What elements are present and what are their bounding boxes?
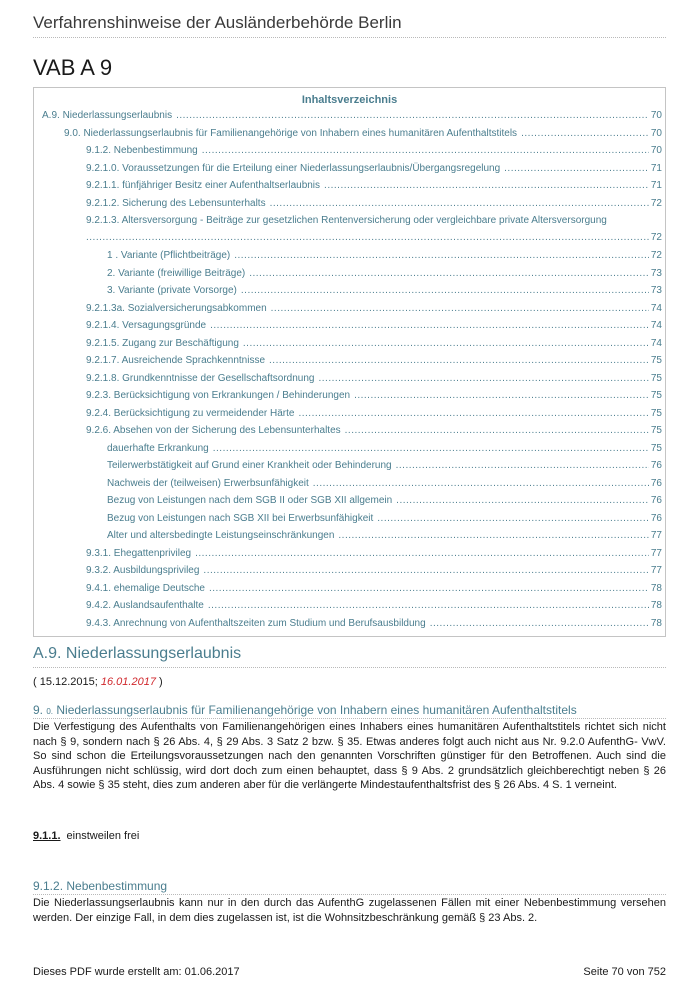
revision-date-red: 16.01.2017: [100, 676, 156, 688]
toc-entry[interactable]: Bezug von Leistungen nach SGB XII bei Erwerbsunfähigkeit ..... 76: [34, 512, 665, 530]
subsection-heading-9-1-2: 9.1.2. Nebenbestimmung: [33, 879, 168, 893]
header-divider: [33, 37, 666, 38]
toc-entry[interactable]: 9.2.1.5. Zugang zur Beschäftigung ..... 74: [34, 337, 665, 355]
toc-entry[interactable]: 9.2.1.1. fünfjähriger Besitz einer Aufenthaltserlaubnis ..... 71: [34, 179, 665, 197]
paragraph-9-0: Die Verfestigung des Aufenthalts von Familienangehörigen eines Inhabers eines humanitären Aufenthaltstitels richtet sich nicht nach § 9, sondern nach § 26 Abs. 4, § 29 Abs. 3 Satz 2 bzw. § 35. Etwas anderes folgt auch nicht aus Nr. 9.2.0 AufenthG- VwV. So sind schon die Erteilungsvoraussetzungen nach den genannten Vorschriften günstiger für den Betroffenen. Auch sind die Ausführungen nicht schlüssig, wird dort doch zum einen behauptet, dass § 9 Abs. 2 grundsätzlich gleichberechtigt neben § 26 Abs. 4 sowie § 35 steht, dies zum anderen aber für die verlängerte Mindestaufenthaltsfrist des § 26 Abs. 4 S. 1 verneint.: [33, 721, 666, 791]
revision-dates: ( 15.12.2015; 16.01.2017 ): [33, 676, 163, 688]
toc-entry[interactable]: 9.1.2. Nebenbestimmung ..... 70: [34, 144, 665, 162]
toc-entry[interactable]: 9.2.6. Absehen von der Sicherung des Lebensunterhaltes ..... 75: [34, 424, 665, 442]
subsection-divider: [33, 718, 666, 719]
toc-title: Inhaltsverzeichnis: [301, 94, 398, 106]
toc-entry[interactable]: 1 . Variante (Pflichtbeiträge) ..... 72: [34, 249, 665, 267]
toc-entry[interactable]: 9.2.4. Berücksichtigung zu vermeidender Härte ..... 75: [34, 407, 665, 425]
toc-entry[interactable]: A.9. Niederlassungserlaubnis ..... 70: [34, 109, 665, 127]
subsection-divider: [33, 894, 666, 895]
toc-entry[interactable]: 3. Variante (private Vorsorge) ..... 73: [34, 284, 665, 302]
toc-entry[interactable]: dauerhafte Erkrankung ..... 75: [34, 442, 665, 460]
toc-entry[interactable]: 9.2.1.7. Ausreichende Sprachkenntnisse ..... 75: [34, 354, 665, 372]
toc-entry[interactable]: 9.3.2. Ausbildungsprivileg ..... 77: [34, 564, 665, 582]
page-title: VAB A 9: [33, 55, 113, 80]
toc-entry[interactable]: 9.2.1.3a. Sozialversicherungsabkommen ..... 74: [34, 302, 665, 320]
toc-entry[interactable]: 9.2.1.8. Grundkenntnisse der Gesellschaftsordnung ..... 75: [34, 372, 665, 390]
footer-page-number: Seite 70 von 752: [583, 966, 666, 978]
toc-entry[interactable]: Teilerwerbstätigkeit auf Grund einer Krankheit oder Behinderung ..... 76: [34, 459, 665, 477]
subsection-heading-9-0: 9. 0. Niederlassungserlaubnis für Familienangehörige von Inhabern eines humanitären Aufenthaltstitels: [33, 703, 577, 717]
toc-entry[interactable]: 9.4.3. Anrechnung von Aufenthaltszeiten zum Studium und Berufsausbildung ..... 78: [34, 617, 665, 635]
toc-entry[interactable]: Alter und altersbedingte Leistungseinschränkungen ..... 77: [34, 529, 665, 547]
toc-entry[interactable]: 9.0. Niederlassungserlaubnis für Familienangehörige von Inhabern eines humanitären Aufenthaltstitels ..... 70: [34, 127, 665, 145]
section-divider: [33, 667, 666, 668]
toc-entry[interactable]: 2. Variante (freiwillige Beiträge) ..... 73: [34, 267, 665, 285]
toc-entry[interactable]: 9.4.2. Auslandsaufenthalte ..... 78: [34, 599, 665, 617]
toc-entry[interactable]: 9.2.1.3. Altersversorgung - Beiträge zur gesetzlichen Rentenversicherung oder vergleichbare private Altersversorgung ..... 72: [34, 214, 665, 249]
table-of-contents: [33, 87, 666, 637]
toc-entry[interactable]: 9.3.1. Ehegattenprivileg ..... 77: [34, 547, 665, 565]
toc-entry[interactable]: 9.4.1. ehemalige Deutsche ..... 78: [34, 582, 665, 600]
paragraph-9-1-2: Die Niederlassungserlaubnis kann nur in den durch das AufenthG zugelassenen Fällen mit einer Nebenbestimmung versehen werden. Der einzige Fall, in dem dies zugelassen ist, ist die Wohnsitzbeschränkung gemäß § 23 Abs. 2.: [33, 897, 666, 924]
header-title: Verfahrenshinweise der Ausländerbehörde Berlin: [33, 13, 402, 32]
toc-entry[interactable]: Bezug von Leistungen nach dem SGB II oder SGB XII allgemein ..... 76: [34, 494, 665, 512]
toc-entry[interactable]: 9.2.1.2. Sicherung des Lebensunterhalts ..... 72: [34, 197, 665, 215]
toc-entry[interactable]: 9.2.1.0. Voraussetzungen für die Erteilung einer Niederlassungserlaubnis/Übergangsregelung ..... 71: [34, 162, 665, 180]
footer-created-date: Dieses PDF wurde erstellt am: 01.06.2017: [33, 966, 240, 978]
toc-list: [34, 109, 665, 634]
paragraph-number: 9.1.1.: [33, 830, 61, 842]
section-heading: A.9. Niederlassungserlaubnis: [33, 645, 242, 662]
toc-entry[interactable]: 9.2.1.4. Versagungsgründe ..... 74: [34, 319, 665, 337]
toc-entry[interactable]: Nachweis der (teilweisen) Erwerbsunfähigkeit ..... 76: [34, 477, 665, 495]
toc-entry[interactable]: 9.2.3. Berücksichtigung von Erkrankungen / Behinderungen ..... 75: [34, 389, 665, 407]
paragraph-9-1-1: 9.1.1. einstweilen frei: [33, 830, 140, 842]
